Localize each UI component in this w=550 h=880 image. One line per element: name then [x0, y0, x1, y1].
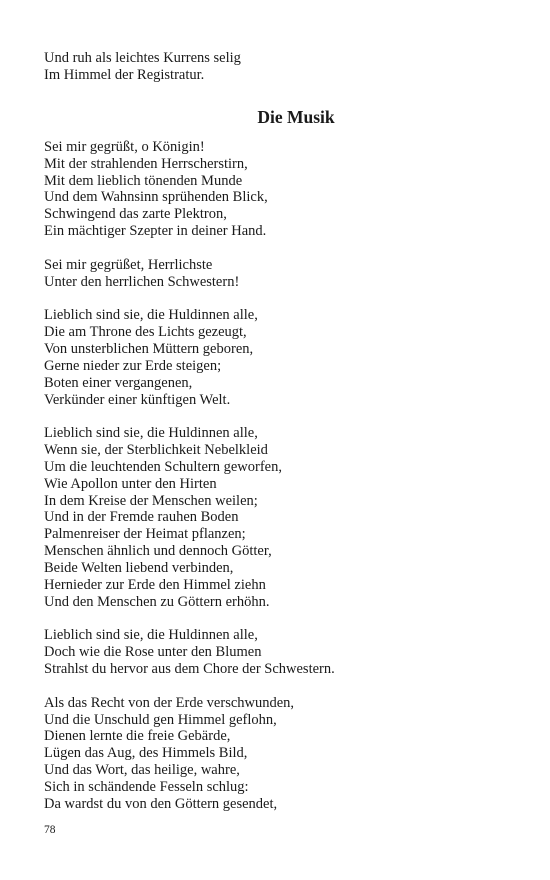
stanza: [44, 425, 514, 611]
poem-title: Die Musik: [257, 106, 335, 127]
verse-line: Schwingend das zarte Plektron,: [44, 206, 227, 223]
verse-line: Hernieder zur Erde den Himmel ziehn: [44, 577, 266, 594]
verse-line: Boten einer vergangenen,: [44, 374, 193, 391]
verse-line: Lieblich sind sie, die Huldinnen alle,: [44, 425, 258, 442]
intro-stanza: [44, 50, 514, 84]
book-page: [44, 50, 514, 813]
verse-line: Und das Wort, das heilige, wahre,: [44, 762, 240, 779]
verse-line: Verkünder einer künftigen Welt.: [44, 391, 231, 408]
verse-line: Wenn sie, der Sterblichkeit Nebelkleid: [44, 441, 268, 458]
verse-line: Sei mir gegrüßet, Herrlichste: [44, 256, 213, 273]
verse-line: Beide Welten liebend verbinden,: [44, 560, 234, 577]
verse-line: Lügen das Aug, des Himmels Bild,: [44, 745, 248, 762]
verse-line: Und in der Fremde rauhen Boden: [44, 509, 239, 526]
page-number: 78: [44, 824, 56, 836]
verse-line: Palmenreiser der Heimat pflanzen;: [44, 526, 246, 543]
verse-line: Als das Recht von der Erde verschwunden,: [44, 694, 295, 711]
verse-line: Mit der strahlenden Herrscherstirn,: [44, 155, 248, 172]
verse-line: Und die Unschuld gen Himmel geflohn,: [44, 711, 277, 728]
verse-line: Lieblich sind sie, die Huldinnen alle,: [44, 307, 258, 324]
verse-line: Strahlst du hervor aus dem Chore der Schwestern.: [44, 661, 335, 678]
verse-line: Menschen ähnlich und dennoch Götter,: [44, 543, 272, 560]
stanza: [44, 695, 514, 813]
verse-line: Doch wie die Rose unter den Blumen: [44, 644, 262, 661]
verse-line: In dem Kreise der Menschen weilen;: [44, 492, 258, 509]
stanza: [44, 139, 514, 240]
verse-line: Mit dem lieblich tönenden Munde: [44, 172, 243, 189]
verse-line: Wie Apollon unter den Hirten: [44, 475, 217, 492]
verse-line: Gerne nieder zur Erde steigen;: [44, 357, 222, 374]
verse-line: Und ruh als leichtes Kurrens selig: [44, 50, 241, 66]
verse-line: Unter den herrlichen Schwestern!: [44, 273, 240, 290]
stanza: [44, 307, 514, 408]
verse-line: Um die leuchtenden Schultern geworfen,: [44, 458, 282, 475]
stanza: [44, 257, 514, 291]
verse-line: Ein mächtiger Szepter in deiner Hand.: [44, 223, 267, 240]
verse-line: Lieblich sind sie, die Huldinnen alle,: [44, 627, 258, 644]
verse-line: Und dem Wahnsinn sprühenden Blick,: [44, 189, 268, 206]
verse-line: Von unsterblichen Müttern geboren,: [44, 340, 254, 357]
poem-body: [44, 139, 514, 813]
verse-line: Dienen lernte die freie Gebärde,: [44, 728, 231, 745]
verse-line: Im Himmel der Registratur.: [44, 66, 205, 83]
verse-line: Sich in schändende Fesseln schlug:: [44, 779, 249, 796]
verse-line: Sei mir gegrüßt, o Königin!: [44, 138, 205, 155]
verse-line: Da wardst du von den Göttern gesendet,: [44, 796, 278, 813]
stanza: [44, 627, 514, 678]
verse-line: Die am Throne des Lichts gezeugt,: [44, 323, 247, 340]
verse-line: Und den Menschen zu Göttern erhöhn.: [44, 593, 270, 610]
